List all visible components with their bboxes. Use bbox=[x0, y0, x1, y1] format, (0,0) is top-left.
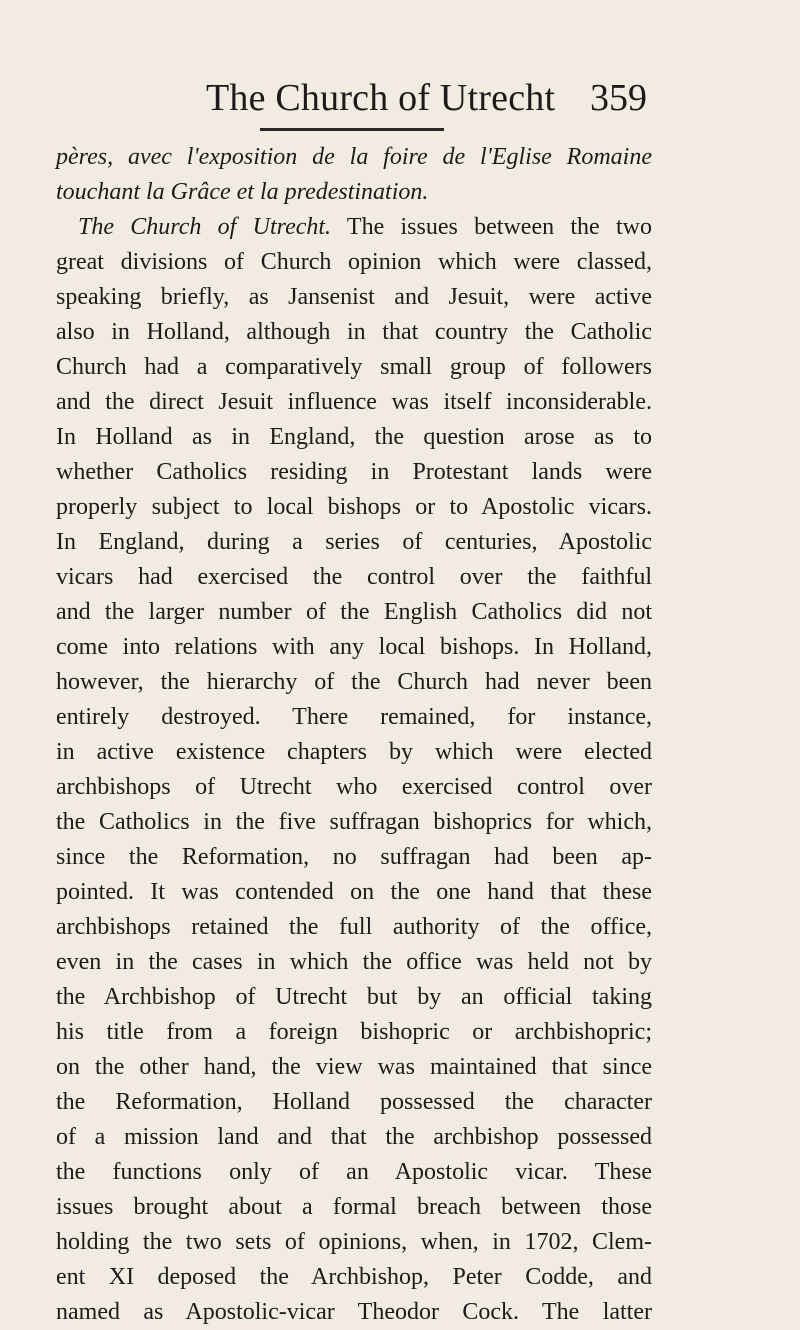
text-line: whether Catholics residing in Protestant lands were bbox=[56, 459, 652, 485]
text-line: and the direct Jesuit influence was itself inconsiderable. bbox=[56, 389, 652, 415]
body-text bbox=[56, 140, 652, 1330]
text-span: The issues between the two bbox=[331, 214, 652, 240]
text-line: however, the hierarchy of the Church had never been bbox=[56, 669, 652, 695]
header-rule bbox=[260, 128, 444, 131]
page-number: 359 bbox=[590, 77, 647, 119]
text-line: his title from a foreign bishopric or archbishopric; bbox=[56, 1019, 652, 1045]
text-line: properly subject to local bishops or to Apostolic vicars. bbox=[56, 494, 652, 520]
text-line: in active existence chapters by which were elected bbox=[56, 739, 652, 765]
text-line: ent XI deposed the Archbishop, Peter Codde, and bbox=[56, 1264, 652, 1290]
running-head bbox=[0, 76, 800, 126]
text-line: even in the cases in which the office was held not by bbox=[56, 949, 652, 975]
text-line: great divisions of Church opinion which were classed, bbox=[56, 249, 652, 275]
text-line: In England, during a series of centuries, Apostolic bbox=[56, 529, 652, 555]
running-title: The Church of Utrecht bbox=[206, 77, 556, 119]
text-line: of a mission land and that the archbishop possessed bbox=[56, 1124, 652, 1150]
text-line: issues brought about a formal breach between those bbox=[56, 1194, 652, 1220]
text-line: touchant la Grâce et la predestination. bbox=[56, 179, 429, 205]
text-line: the Reformation, Holland possessed the character bbox=[56, 1089, 652, 1115]
text-line: named as Apostolic-vicar Theodor Cock. The latter bbox=[56, 1299, 652, 1325]
text-line: speaking briefly, as Jansenist and Jesuit, were active bbox=[56, 284, 652, 310]
text-line: the functions only of an Apostolic vicar. These bbox=[56, 1159, 652, 1185]
text-line: since the Reformation, no suffragan had been ap- bbox=[56, 844, 652, 870]
text-line: In Holland as in England, the question arose as to bbox=[56, 424, 652, 450]
text-line: Church had a comparatively small group of followers bbox=[56, 354, 652, 380]
text-line: pères, avec l'exposition de la foire de l'Eglise Romaine bbox=[56, 144, 652, 170]
text-line: entirely destroyed. There remained, for instance, bbox=[56, 704, 652, 730]
section-title: The Church of Utrecht. bbox=[78, 214, 332, 240]
text-line: archbishops of Utrecht who exercised control over bbox=[56, 774, 652, 800]
text-line: the Catholics in the five suffragan bishoprics for which, bbox=[56, 809, 652, 835]
text-line: archbishops retained the full authority of the office, bbox=[56, 914, 652, 940]
text-line: vicars had exercised the control over the faithful bbox=[56, 564, 652, 590]
text-line: and the larger number of the English Catholics did not bbox=[56, 599, 652, 625]
text-line: come into relations with any local bishops. In Holland, bbox=[56, 634, 652, 660]
text-line bbox=[56, 210, 652, 245]
text-line: on the other hand, the view was maintained that since bbox=[56, 1054, 652, 1080]
text-line: the Archbishop of Utrecht but by an official taking bbox=[56, 984, 652, 1010]
text-line: pointed. It was contended on the one hand that these bbox=[56, 879, 652, 905]
text-line: holding the two sets of opinions, when, in 1702, Clem- bbox=[56, 1229, 652, 1255]
text-line: also in Holland, although in that country the Catholic bbox=[56, 319, 652, 345]
